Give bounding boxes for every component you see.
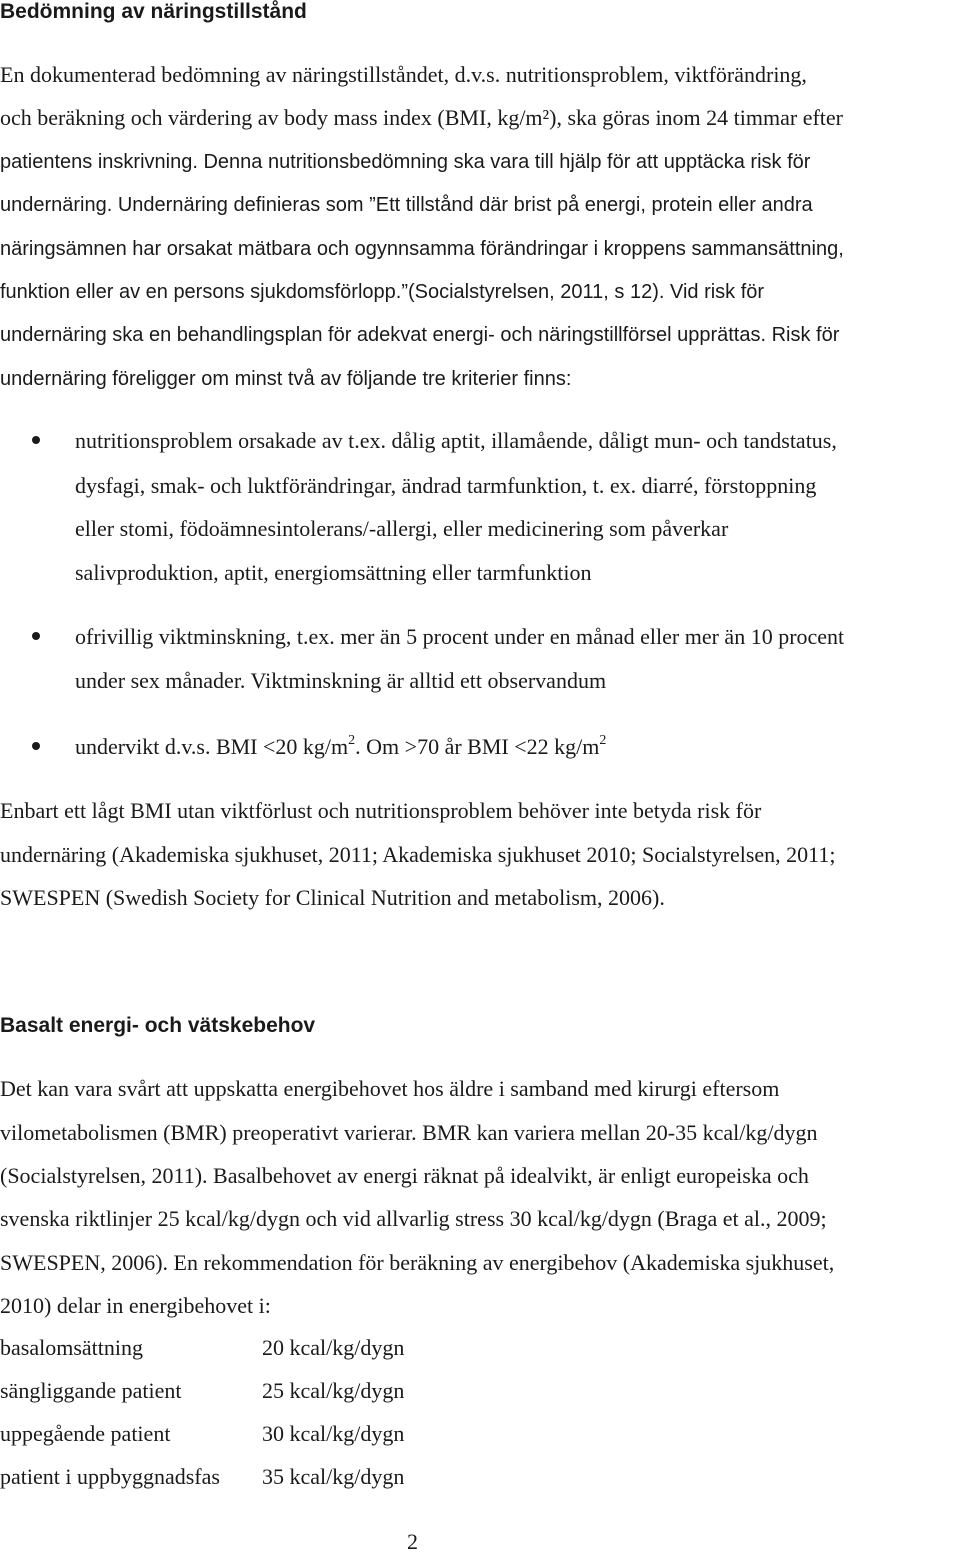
table-cell-value: 20 kcal/kg/dygn (262, 1335, 405, 1360)
table-cell-label: uppegående patient (0, 1421, 171, 1446)
bullet-icon (32, 436, 40, 444)
text-line: (Socialstyrelsen, 2011). Basalbehovet av energi räknat på idealvikt, är enligt europeiska och (0, 1163, 809, 1188)
text-line: SWESPEN (Swedish Society for Clinical Nutrition and metabolism, 2006). (0, 885, 665, 910)
bmi-text: . Om >70 år BMI <22 kg/m (355, 734, 600, 759)
text-line: Det kan vara svårt att uppskatta energibehovet hos äldre i samband med kirurgi eftersom (0, 1076, 780, 1101)
text-line: näringsämnen har orsakat mätbara och ogynnsamma förändringar i kroppens sammansättning, (0, 238, 844, 260)
text-line: under sex månader. Viktminskning är alltid ett observandum (75, 668, 607, 693)
bullet-icon (32, 742, 40, 750)
superscript: 2 (348, 733, 356, 748)
text-line: 2010) delar in energibehovet i: (0, 1293, 271, 1318)
bullet-icon (32, 632, 40, 640)
superscript: 2 (599, 733, 607, 748)
text-line: funktion eller av en persons sjukdomsförlopp.”(Socialstyrelsen, 2011, s 12). Vid risk för (0, 281, 765, 303)
text-line: svenska riktlinjer 25 kcal/kg/dygn och vid allvarlig stress 30 kcal/kg/dygn (Braga et al., 2009; (0, 1206, 827, 1231)
text-line: undernäring (Akademiska sjukhuset, 2011; Akademiska sjukhuset 2010; Socialstyrelsen, 2011; (0, 842, 836, 867)
text-line: En dokumenterad bedömning av näringstillståndet, d.v.s. nutritionsproblem, viktförändring, (0, 62, 807, 87)
text-line: undernäring. Undernäring definieras som ”Ett tillstånd där brist på energi, protein eller andra (0, 194, 813, 216)
table-cell-label: patient i uppbyggnadsfas (0, 1464, 220, 1489)
text-line: dysfagi, smak- och luktförändringar, ändrad tarmfunktion, t. ex. diarré, förstoppning (75, 473, 817, 498)
section-heading-nutrition-assessment: Bedömning av näringstillstånd (0, 0, 307, 23)
table-cell-value: 25 kcal/kg/dygn (262, 1378, 405, 1403)
table-cell-value: 30 kcal/kg/dygn (262, 1421, 405, 1446)
page-number: 2 (407, 1529, 418, 1554)
text-line: och beräkning och värdering av body mass index (BMI, kg/m²), ska göras inom 24 timmar efter (0, 105, 844, 130)
table-cell-label: sängliggande patient (0, 1378, 182, 1403)
text-line: SWESPEN, 2006). En rekommendation för beräkning av energibehov (Akademiska sjukhuset, (0, 1250, 835, 1275)
text-line: Enbart ett lågt BMI utan viktförlust och nutritionsproblem behöver inte betyda risk för (0, 798, 762, 823)
text-line: salivproduktion, aptit, energiomsättning eller tarmfunktion (75, 560, 592, 585)
text-line: eller stomi, födoämnesintolerans/-allergi, eller medicinering som påverkar (75, 516, 729, 541)
section-heading-energy-needs: Basalt energi- och vätskebehov (0, 1014, 316, 1037)
text-line: patientens inskrivning. Denna nutritionsbedömning ska vara till hjälp för att upptäcka risk för (0, 151, 811, 173)
bmi-text: undervikt d.v.s. BMI <20 kg/m (75, 734, 349, 759)
text-line: undernäring ska en behandlingsplan för adekvat energi- och näringstillförsel upprättas. Risk för (0, 324, 840, 346)
text-line: ofrivillig viktminskning, t.ex. mer än 5 procent under en månad eller mer än 10 procent (75, 624, 845, 649)
text-line: vilometabolismen (BMR) preoperativt varierar. BMR kan variera mellan 20-35 kcal/kg/dygn (0, 1120, 818, 1145)
text-line: nutritionsproblem orsakade av t.ex. dålig aptit, illamående, dåligt mun- och tandstatus, (75, 428, 837, 453)
table-cell-value: 35 kcal/kg/dygn (262, 1464, 405, 1489)
text-line (75, 735, 606, 759)
table-cell-label: basalomsättning (0, 1335, 143, 1360)
text-line: undernäring föreligger om minst två av följande tre kriterier finns: (0, 368, 572, 390)
